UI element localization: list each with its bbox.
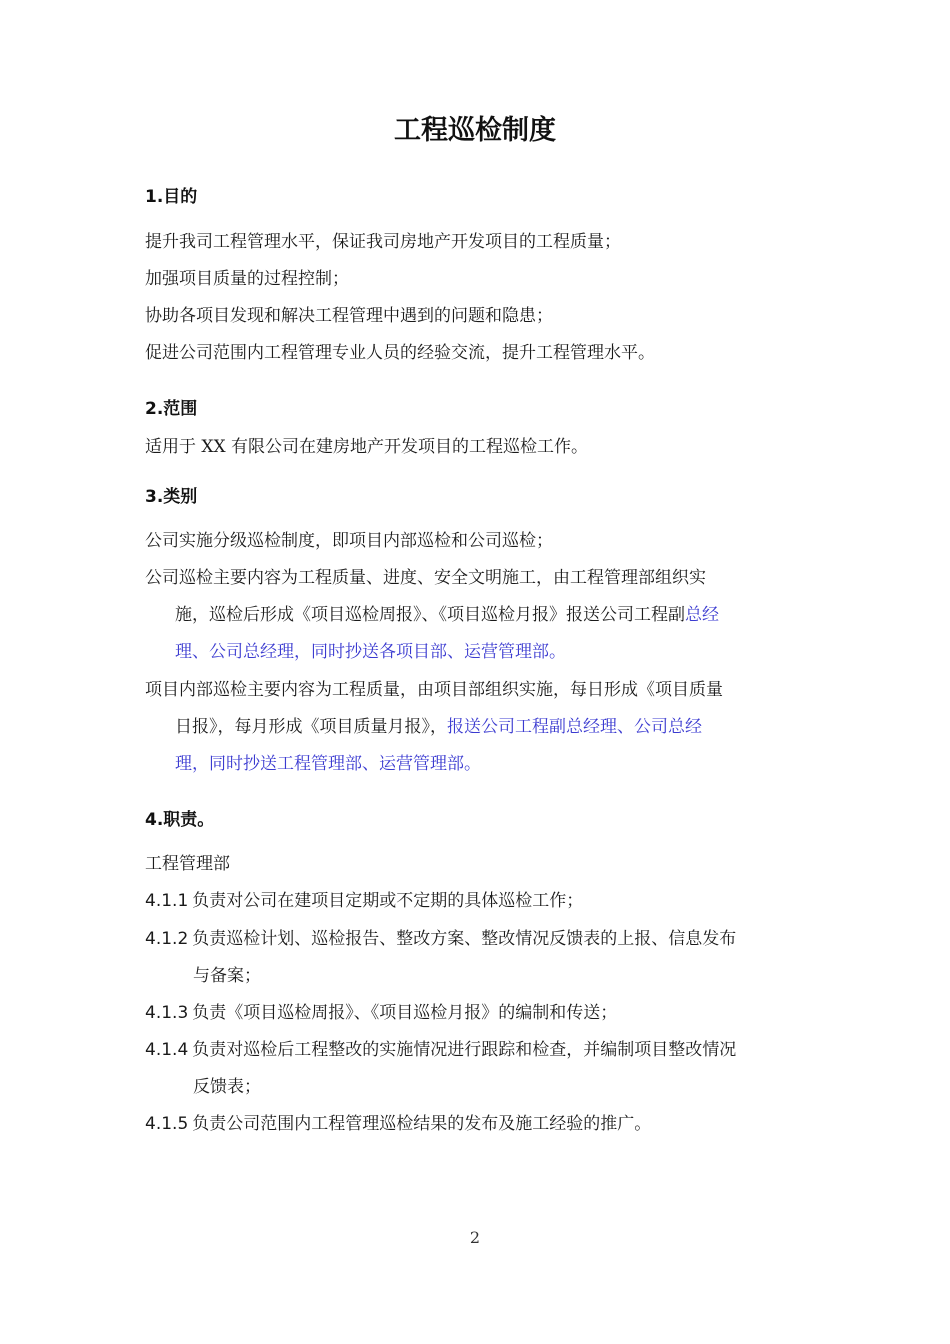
paragraph-line: 公司巡检主要内容为工程质量、进度、安全文明施工，由工程管理部组织实 xyxy=(145,568,706,588)
highlighted-text: 理、公司总经理，同时抄送各项目部、运营管理部。 xyxy=(175,642,566,662)
document-title: 工程巡检制度 xyxy=(394,115,556,146)
item-text: 负责对巡检后工程整改的实施情况进行跟踪和检查，并编制项目整改情况 xyxy=(192,1040,737,1060)
page-number: 2 xyxy=(469,1228,481,1247)
section-heading-purpose: 1.目的 xyxy=(145,187,198,207)
highlighted-text: 总经 xyxy=(685,605,719,625)
department-label: 工程管理部 xyxy=(145,854,230,874)
section-heading-category: 3.类别 xyxy=(145,487,198,507)
paragraph-line: 项目内部巡检主要内容为工程质量，由项目部组织实施，每日形成《项目质量 xyxy=(145,680,723,700)
item-text-continued: 反馈表； xyxy=(193,1077,261,1097)
highlighted-text: 报送公司工程副总经理、公司总经 xyxy=(447,717,702,737)
item-number: 4.1.4 xyxy=(145,1040,189,1060)
paragraph-text: 施，巡检后形成《项目巡检周报》、《项目巡检月报》报送公司工程副 xyxy=(175,605,685,625)
item-number: 4.1.5 xyxy=(145,1114,189,1134)
paragraph-line: 提升我司工程管理水平，保证我司房地产开发项目的工程质量； xyxy=(145,232,621,252)
item-text: 负责巡检计划、巡检报告、整改方案、整改情况反馈表的上报、信息发布 xyxy=(192,929,737,949)
paragraph-line: 公司实施分级巡检制度，即项目内部巡检和公司巡检； xyxy=(145,531,553,551)
duty-item xyxy=(145,883,583,920)
paragraph-line: 促进公司范围内工程管理专业人员的经验交流，提升工程管理水平。 xyxy=(145,343,655,363)
paragraph-line: 适用于 XX 有限公司在建房地产开发项目的工程巡检工作。 xyxy=(145,437,589,457)
duty-item xyxy=(145,1032,736,1069)
highlighted-text: 理，同时抄送工程管理部、运营管理部。 xyxy=(175,754,481,774)
section-heading-scope: 2.范围 xyxy=(145,399,198,419)
item-text: 负责对公司在建项目定期或不定期的具体巡检工作； xyxy=(192,891,584,911)
item-text: 负责公司范围内工程管理巡检结果的发布及施工经验的推广。 xyxy=(192,1114,652,1134)
item-text-continued: 与备案； xyxy=(193,966,261,986)
paragraph-line: 加强项目质量的过程控制； xyxy=(145,269,349,289)
duty-item xyxy=(145,921,736,958)
item-number: 4.1.2 xyxy=(145,929,189,949)
paragraph-text: 日报》，每月形成《项目质量月报》， xyxy=(175,717,447,737)
item-text: 负责《项目巡检周报》、《项目巡检月报》的编制和传送； xyxy=(192,1003,618,1023)
item-number: 4.1.1 xyxy=(145,891,189,911)
item-number: 4.1.3 xyxy=(145,1003,189,1023)
paragraph-line xyxy=(175,597,719,634)
section-heading-duties: 4.职责。 xyxy=(145,810,215,830)
paragraph-line: 协助各项目发现和解决工程管理中遇到的问题和隐患； xyxy=(145,306,553,326)
paragraph-line xyxy=(175,709,702,746)
duty-item xyxy=(145,995,617,1032)
duty-item xyxy=(145,1106,651,1143)
